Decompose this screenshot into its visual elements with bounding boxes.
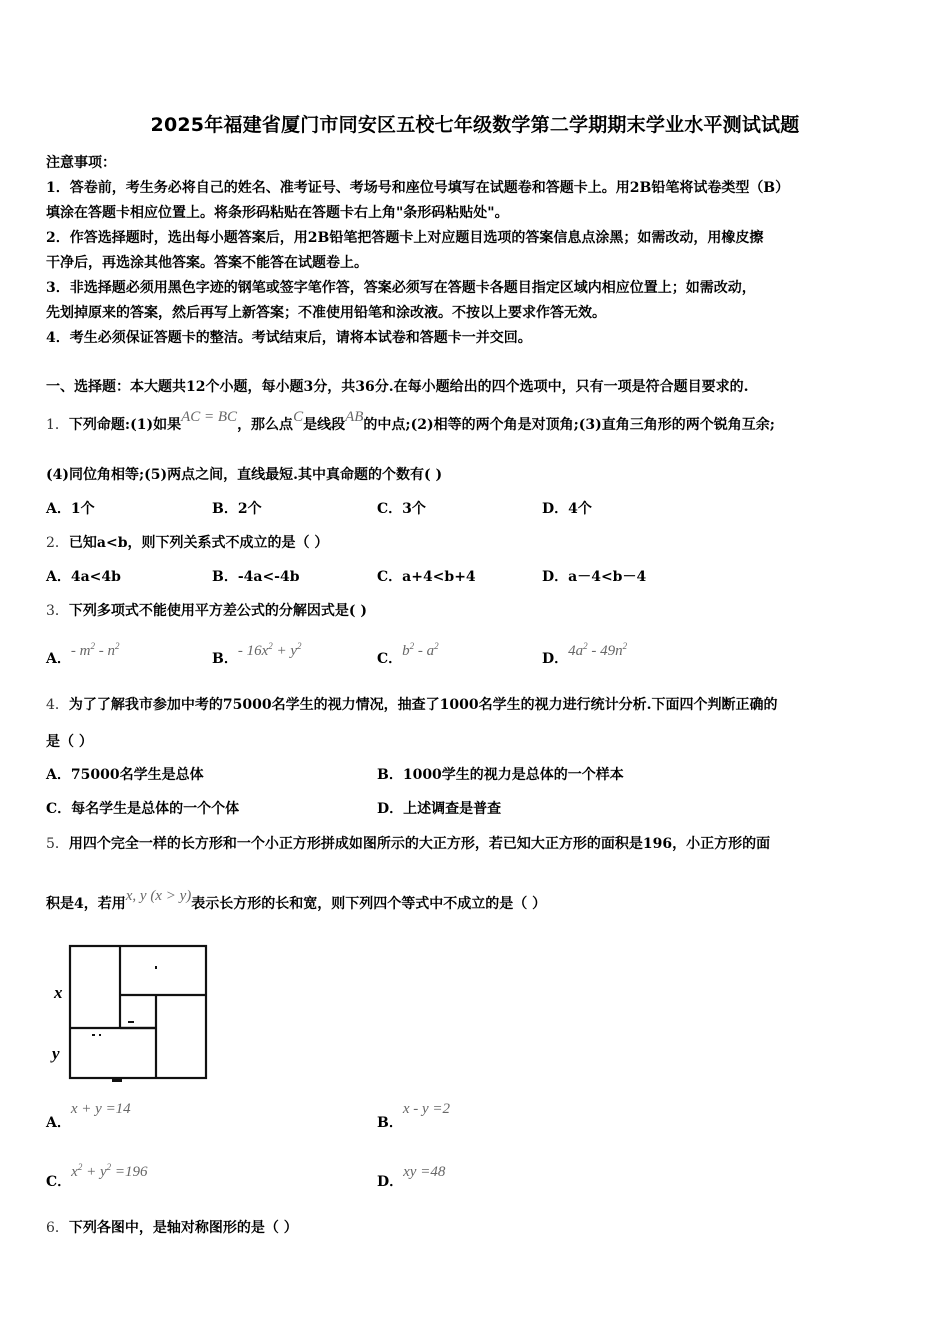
option-c[interactable]: C．每名学生是总体的一个个体 bbox=[46, 801, 240, 817]
option-label: D． bbox=[542, 651, 569, 667]
q3-text: 下列多项式不能使用平方差公式的分解因式是( ) bbox=[68, 603, 368, 619]
question-number: 3． bbox=[46, 603, 69, 619]
rectangles-diagram bbox=[50, 938, 212, 1086]
option-a-math: x + y =14 bbox=[70, 1101, 131, 1117]
option-b[interactable] bbox=[212, 641, 302, 668]
option-c[interactable]: C．a+4<b+4 bbox=[377, 569, 476, 585]
q5-math: x, y (x > y) bbox=[125, 888, 192, 904]
option-c[interactable]: C．3个 bbox=[377, 501, 426, 517]
notice-line: 1．答卷前，考生务必将自己的姓名、准考证号、考场号和座位号填写在试题卷和答题卡上。用2B铅笔将试卷类型（B） bbox=[46, 180, 790, 196]
notice-line: 填涂在答题卡相应位置上。将条形码粘贴在答题卡右上角"条形码粘贴处"。 bbox=[46, 205, 509, 221]
q1-text: ，那么点 bbox=[237, 417, 294, 433]
notice-line: 先划掉原来的答案，然后再写上新答案；不准使用铅笔和涂改液。不按以上要求作答无效。 bbox=[46, 305, 606, 321]
question-number: 2． bbox=[46, 535, 69, 551]
option-a[interactable]: A．75000名学生是总体 bbox=[46, 767, 204, 783]
q5-text: 用四个完全一样的长方形和一个小正方形拼成如图所示的大正方形，若已知大正方形的面积是196，小正方形的面 bbox=[68, 836, 771, 852]
option-d-math: xy =48 bbox=[403, 1164, 446, 1180]
option-b-math: - $16x^2 + y^2$ bbox=[237, 641, 302, 659]
q1-math-ac-bc: AC = BC bbox=[181, 409, 238, 425]
option-b[interactable]: B．-4a<-4b bbox=[212, 569, 300, 585]
option-a[interactable] bbox=[46, 641, 120, 668]
option-label: C． bbox=[377, 651, 403, 667]
question-5 bbox=[46, 833, 770, 853]
q1-text: 是线段 bbox=[303, 417, 346, 433]
question-6 bbox=[46, 1217, 298, 1237]
option-a[interactable]: A．1个 bbox=[46, 501, 95, 517]
q4-text: 为了了解我市参加中考的75000名学生的视力情况，抽查了1000名学生的视力进行统计分析.下面四个判断正确的 bbox=[68, 697, 778, 713]
question-4-line2: 是（ ） bbox=[46, 734, 93, 750]
option-d[interactable]: D．4个 bbox=[542, 501, 592, 517]
option-a[interactable] bbox=[46, 1101, 131, 1132]
option-b[interactable] bbox=[377, 1101, 451, 1132]
option-d[interactable] bbox=[377, 1164, 446, 1191]
question-1 bbox=[46, 409, 775, 434]
option-label: C． bbox=[46, 1174, 72, 1190]
question-5-line2 bbox=[46, 888, 547, 913]
label-x: x bbox=[54, 983, 63, 1002]
q1-math-c: C bbox=[293, 409, 304, 425]
q1-math-ab: AB bbox=[345, 409, 364, 425]
notice-line: 2．作答选择题时，选出每小题答案后，用2B铅笔把答题卡上对应题目选项的答案信息点涂黑；如需改动，用橡皮擦 bbox=[46, 230, 764, 246]
option-label: B． bbox=[212, 651, 238, 667]
q1-text: 的中点;(2)相等的两个角是对顶角;(3)直角三角形的两个锐角互余; bbox=[363, 417, 775, 433]
notice-line: 4．考生必须保证答题卡的整洁。考试结束后，请将本试卷和答题卡一并交回。 bbox=[46, 330, 532, 346]
option-a-math: - $m^2 - n^2$ bbox=[70, 641, 120, 659]
question-number: 1． bbox=[46, 417, 69, 433]
option-d[interactable] bbox=[542, 641, 628, 668]
notice-line: 干净后，再选涂其他答案。答案不能答在试题卷上。 bbox=[46, 255, 368, 271]
label-y: y bbox=[52, 1044, 60, 1063]
notice-line: 3．非选择题必须用黑色字迹的钢笔或签字笔作答，答案必须写在答题卡各题目指定区域内相应位置上；如需改动， bbox=[46, 280, 756, 296]
q6-text: 下列各图中，是轴对称图形的是（ ） bbox=[68, 1220, 298, 1236]
question-2 bbox=[46, 532, 328, 552]
option-label: A． bbox=[46, 1115, 71, 1131]
q5-text: 积是4，若用 bbox=[46, 896, 126, 912]
option-d[interactable]: D．a－4<b－4 bbox=[542, 569, 647, 585]
q2-text: 已知a<b，则下列关系式不成立的是（ ） bbox=[68, 535, 329, 551]
question-number: 6． bbox=[46, 1220, 69, 1236]
question-3 bbox=[46, 600, 367, 620]
option-c-math: $b^2 - a^2$ bbox=[402, 641, 439, 659]
option-label: D． bbox=[377, 1174, 404, 1190]
option-b[interactable]: B．1000学生的视力是总体的一个样本 bbox=[377, 767, 624, 783]
question-4 bbox=[46, 694, 777, 714]
option-c[interactable] bbox=[377, 641, 439, 668]
q1-text: 下列命题:(1)如果 bbox=[68, 417, 182, 433]
option-label: A． bbox=[46, 651, 71, 667]
option-c[interactable] bbox=[46, 1162, 148, 1191]
option-b-math: x - y =2 bbox=[402, 1101, 451, 1117]
option-a[interactable]: A．4a<4b bbox=[46, 569, 121, 585]
q5-text: 表示长方形的长和宽，则下列四个等式中不成立的是（ ） bbox=[191, 896, 547, 912]
page-title: 2025年福建省厦门市同安区五校七年级数学第二学期期末学业水平测试试题 bbox=[150, 114, 800, 136]
square-figure bbox=[50, 938, 212, 1090]
option-d-math: $4a^2 - 49n^2$ bbox=[568, 641, 628, 659]
option-label: B． bbox=[377, 1115, 403, 1131]
question-number: 4． bbox=[46, 697, 69, 713]
question-1-line2: (4)同位角相等;(5)两点之间，直线最短.其中真命题的个数有( ) bbox=[46, 467, 443, 483]
notice-heading: 注意事项： bbox=[46, 155, 116, 171]
section-heading: 一、选择题：本大题共12个小题，每小题3分，共36分.在每小题给出的四个选项中，只有一项是符合题目要求的. bbox=[46, 379, 749, 395]
option-c-math: $x^2 + y^2 =196$ bbox=[71, 1162, 148, 1180]
option-b[interactable]: B．2个 bbox=[212, 501, 262, 517]
option-d[interactable]: D．上述调查是普查 bbox=[377, 801, 502, 817]
question-number: 5． bbox=[46, 836, 69, 852]
